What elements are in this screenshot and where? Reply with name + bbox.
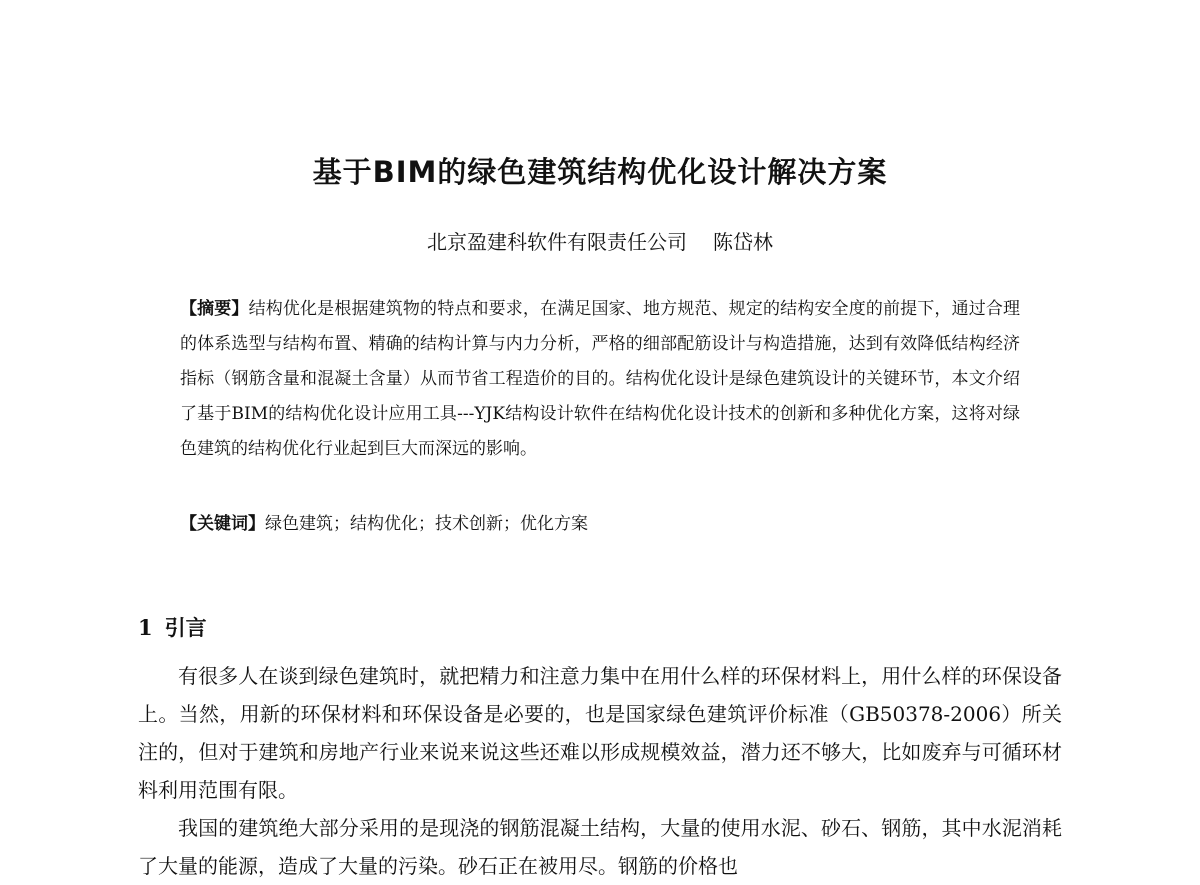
abstract-text: 结构优化是根据建筑物的特点和要求，在满足国家、地方规范、规定的结构安全度的前提下，通过合理的体系选型与结构布置、精确的结构计算与内力分析，严格的细部配筋设计与构造措施，达到有效降低结构经济指标（钢筋含量和混凝土含量）从而节省工程造价的目的。结构优化设计是绿色建筑设计的关键环节，本文介绍了基于BIM的结构优化设计应用工具---YJK结构设计软件在结构优化设计技术的创新和多种优化方案，这将对绿色建筑的结构优化行业起到巨大而深远的影响。 [180,299,1021,459]
abstract [180,292,1020,467]
keywords [180,509,1020,534]
section-heading [138,612,207,642]
section-number: 1 [138,615,153,640]
paragraph: 有很多人在谈到绿色建筑时，就把精力和注意力集中在用什么样的环保材料上，用什么样的环保设备上。当然，用新的环保材料和环保设备是必要的，也是国家绿色建筑评价标准（GB50378-2006）所关注的，但对于建筑和房地产行业来说来说这些还难以形成规模效益，潜力还不够大，比如废弃与可循环材料利用范围有限。 [138,664,1062,802]
author-line [0,226,1200,255]
abstract-label: 【摘要】 [180,299,249,319]
paragraph: 我国的建筑绝大部分采用的是现浇的钢筋混凝土结构，大量的使用水泥、砂石、钢筋，其中水泥消耗了大量的能源，造成了大量的污染。砂石正在被用尽。钢筋的价格也 [138,816,1062,878]
paper-title: 基于BIM的绿色建筑结构优化设计解决方案 [312,155,888,189]
section-title: 引言 [164,615,207,640]
keywords-text: 绿色建筑；结构优化；技术创新；优化方案 [265,514,588,534]
body-text [138,657,1062,885]
keywords-label: 【关键词】 [180,514,265,534]
author-name: 陈岱林 [713,230,773,254]
affiliation: 北京盈建科软件有限责任公司 [427,230,687,254]
